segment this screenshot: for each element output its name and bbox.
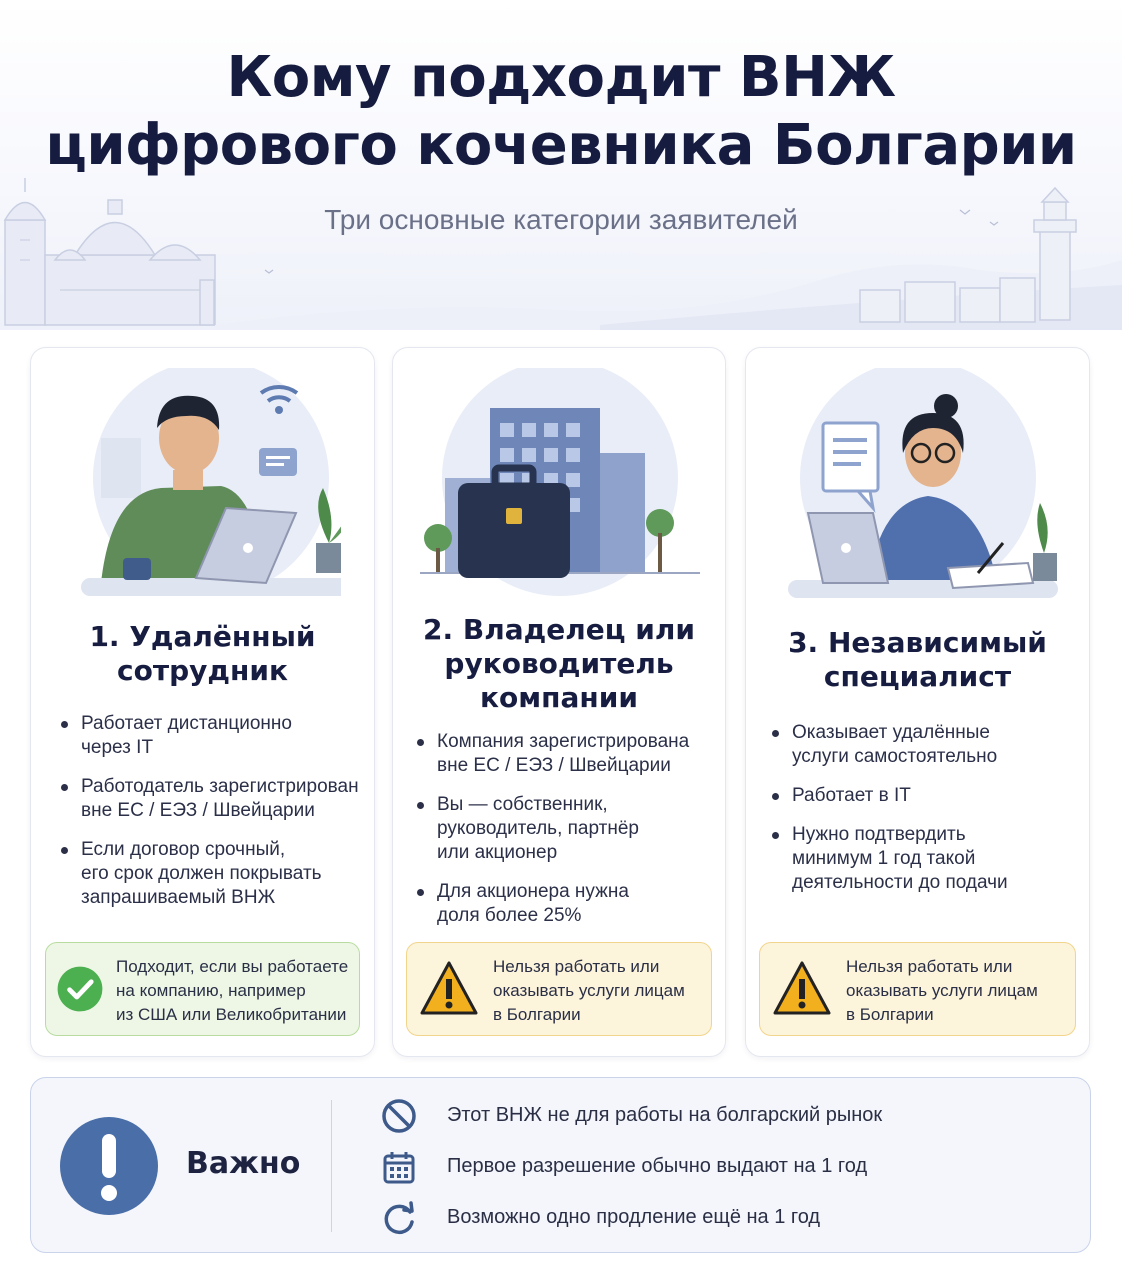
note-box bbox=[759, 942, 1076, 1036]
exclamation-icon bbox=[59, 1116, 159, 1216]
bullet-list bbox=[59, 712, 369, 925]
list-item bbox=[415, 730, 720, 778]
card-title-line: руководитель bbox=[444, 647, 674, 680]
card-title bbox=[403, 613, 715, 715]
list-item-line: вне ЕС / ЕЭЗ / Швейцарии bbox=[81, 800, 315, 821]
office-briefcase-illustration bbox=[420, 368, 700, 618]
card-title-line: 1. Удалённый bbox=[89, 620, 316, 653]
note-box bbox=[45, 942, 360, 1036]
card-title bbox=[756, 626, 1079, 694]
list-item bbox=[770, 784, 1080, 808]
important-label: Важно bbox=[186, 1146, 301, 1181]
important-item-text: Этот ВНЖ не для работы на болгарский рынок bbox=[447, 1104, 883, 1126]
note-line: Нельзя работать или bbox=[493, 957, 660, 976]
renew-icon bbox=[381, 1200, 417, 1236]
list-item bbox=[770, 721, 1080, 769]
list-item-line: деятельности до подачи bbox=[792, 872, 1008, 893]
title-line-2: цифрового кочевника Болгарии bbox=[45, 113, 1077, 178]
note-line: в Болгарии bbox=[493, 1005, 581, 1024]
card-title-line: специалист bbox=[823, 660, 1012, 693]
important-item-text: Первое разрешение обычно выдают на 1 год bbox=[447, 1155, 868, 1177]
list-item-line: его срок должен покрывать bbox=[81, 863, 322, 884]
skyline-illustration bbox=[0, 160, 1122, 330]
list-item bbox=[770, 823, 1080, 895]
list-item-line: минимум 1 год такой bbox=[792, 848, 976, 869]
list-item-line: Оказывает удалённые bbox=[792, 722, 990, 743]
list-item-line: через IT bbox=[81, 737, 154, 758]
list-item-line: Работает дистанционно bbox=[81, 713, 292, 734]
note-line: оказывать услуги лицам bbox=[846, 981, 1038, 1000]
card-title bbox=[41, 620, 364, 688]
checkmark-icon bbox=[56, 965, 104, 1013]
list-item-line: Работодатель зарегистрирован bbox=[81, 776, 359, 797]
list-item-line: или акционер bbox=[437, 842, 558, 863]
list-item-line: доля более 25% bbox=[437, 905, 582, 926]
list-item-line: Компания зарегистрирована bbox=[437, 731, 690, 752]
important-item-text: Возможно одно продление ещё на 1 год bbox=[447, 1206, 821, 1228]
card-title-line: компании bbox=[480, 681, 638, 714]
freelancer-illustration bbox=[778, 368, 1058, 618]
calendar-icon bbox=[381, 1149, 417, 1185]
card-remote-employee bbox=[30, 347, 375, 1057]
list-item-line: руководитель, партнёр bbox=[437, 818, 639, 839]
page-subtitle: Три основные категории заявителей bbox=[324, 204, 798, 235]
list-item-line: вне ЕС / ЕЭЗ / Швейцарии bbox=[437, 755, 671, 776]
divider bbox=[331, 1100, 332, 1232]
note-line: в Болгарии bbox=[846, 1005, 934, 1024]
title-line-1: Кому подходит ВНЖ bbox=[226, 45, 896, 110]
card-freelancer bbox=[745, 347, 1090, 1057]
list-item-line: Нужно подтвердить bbox=[792, 824, 966, 845]
list-item bbox=[415, 793, 720, 865]
card-title-line: сотрудник bbox=[117, 654, 288, 687]
note-line: из США или Великобритании bbox=[116, 1005, 347, 1024]
note-line: оказывать услуги лицам bbox=[493, 981, 685, 1000]
bullet-list bbox=[415, 730, 720, 943]
remote-worker-illustration bbox=[61, 368, 341, 618]
list-item bbox=[59, 712, 369, 760]
note-line: Нельзя работать или bbox=[846, 957, 1013, 976]
list-item bbox=[415, 880, 720, 928]
bullet-list bbox=[770, 721, 1080, 910]
card-company-owner bbox=[392, 347, 726, 1057]
list-item bbox=[59, 775, 369, 823]
list-item-line: Если договор срочный, bbox=[81, 839, 286, 860]
warning-icon bbox=[419, 959, 479, 1019]
list-item bbox=[59, 838, 369, 910]
note-line: Подходит, если вы работаете bbox=[116, 957, 349, 976]
list-item-line: услуги самостоятельно bbox=[792, 746, 998, 767]
list-item-line: запрашиваемый ВНЖ bbox=[81, 887, 276, 908]
header bbox=[0, 0, 1122, 330]
list-item-line: Для акционера нужна bbox=[437, 881, 629, 902]
warning-icon bbox=[772, 959, 832, 1019]
list-item-line: Вы — собственник, bbox=[437, 794, 608, 815]
no-entry-icon bbox=[381, 1098, 417, 1134]
note-box bbox=[406, 942, 712, 1036]
note-line: на компанию, например bbox=[116, 981, 306, 1000]
page-title bbox=[0, 44, 1122, 180]
important-panel bbox=[30, 1077, 1091, 1253]
list-item-line: Работает в IT bbox=[792, 785, 911, 806]
card-title-line: 3. Независимый bbox=[788, 626, 1047, 659]
card-title-line: 2. Владелец или bbox=[423, 613, 695, 646]
